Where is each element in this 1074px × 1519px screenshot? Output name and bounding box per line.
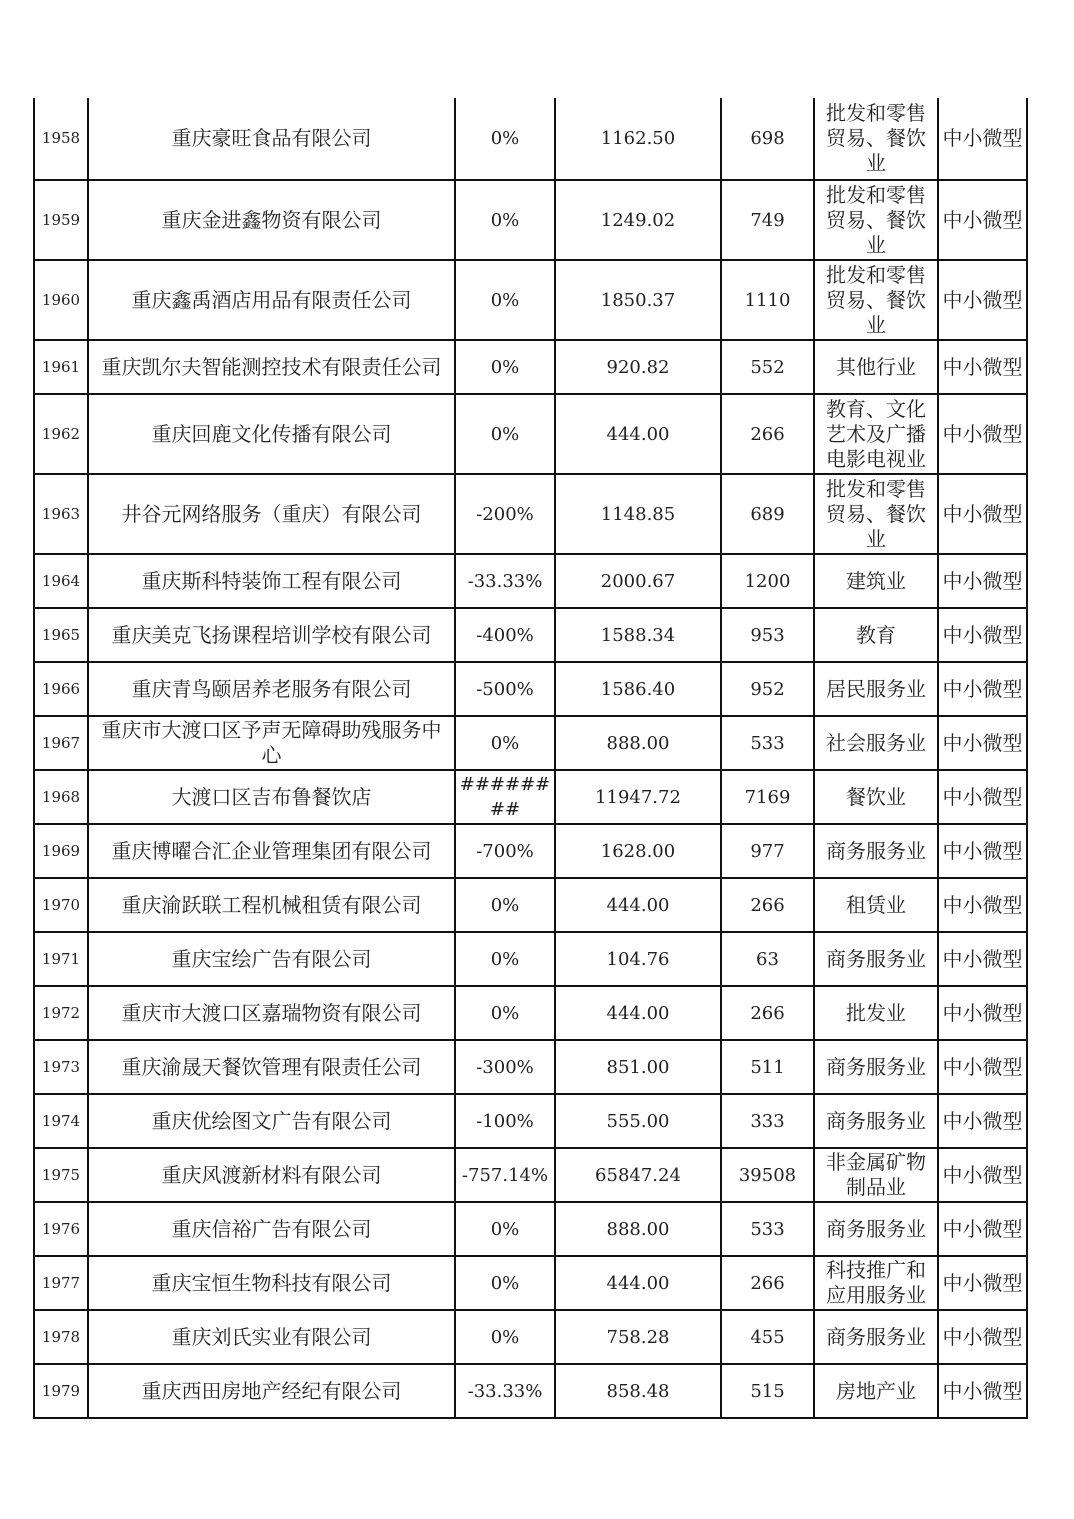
enterprise-size-cell: 中小微型	[938, 1310, 1027, 1364]
enterprise-size-cell: 中小微型	[938, 1040, 1027, 1094]
row-number-cell: 1960	[34, 260, 88, 340]
count-value-cell: 511	[721, 1040, 814, 1094]
change-rate-cell: 0%	[455, 878, 555, 932]
change-rate-cell: 0%	[455, 180, 555, 260]
table-row	[34, 716, 1027, 770]
change-rate-cell: -500%	[455, 662, 555, 716]
industry-type-cell: 教育、文化艺术及广播电影电视业	[814, 394, 938, 474]
change-rate-cell: 0%	[455, 340, 555, 394]
industry-type-cell: 商务服务业	[814, 824, 938, 878]
row-number-cell: 1966	[34, 662, 88, 716]
count-value-cell: 333	[721, 1094, 814, 1148]
industry-type-cell: 教育	[814, 608, 938, 662]
data-table	[33, 98, 1028, 1419]
change-rate-cell: 0%	[455, 98, 555, 180]
row-number-cell: 1965	[34, 608, 88, 662]
table-row	[34, 1202, 1027, 1256]
table-body	[34, 98, 1027, 1418]
row-number-cell: 1971	[34, 932, 88, 986]
table-row	[34, 1040, 1027, 1094]
amount-value-cell: 1162.50	[555, 98, 721, 180]
enterprise-size-cell: 中小微型	[938, 1256, 1027, 1310]
company-name-cell: 重庆西田房地产经纪有限公司	[88, 1364, 455, 1418]
table-row	[34, 180, 1027, 260]
change-rate-cell: -200%	[455, 474, 555, 554]
count-value-cell: 533	[721, 716, 814, 770]
amount-value-cell: 1850.37	[555, 260, 721, 340]
amount-value-cell: 444.00	[555, 1256, 721, 1310]
company-name-cell: 重庆豪旺食品有限公司	[88, 98, 455, 180]
table-row	[34, 662, 1027, 716]
count-value-cell: 266	[721, 986, 814, 1040]
enterprise-size-cell: 中小微型	[938, 394, 1027, 474]
enterprise-size-cell: 中小微型	[938, 1202, 1027, 1256]
row-number-cell: 1978	[34, 1310, 88, 1364]
row-number-cell: 1977	[34, 1256, 88, 1310]
table-row	[34, 260, 1027, 340]
row-number-cell: 1963	[34, 474, 88, 554]
count-value-cell: 977	[721, 824, 814, 878]
count-value-cell: 698	[721, 98, 814, 180]
company-name-cell: 重庆鑫禹酒店用品有限责任公司	[88, 260, 455, 340]
row-number-cell: 1967	[34, 716, 88, 770]
company-name-cell: 重庆市大渡口区嘉瑞物资有限公司	[88, 986, 455, 1040]
table-row	[34, 340, 1027, 394]
table-row	[34, 1148, 1027, 1202]
row-number-cell: 1958	[34, 98, 88, 180]
enterprise-size-cell: 中小微型	[938, 1094, 1027, 1148]
enterprise-size-cell: 中小微型	[938, 986, 1027, 1040]
change-rate-cell: 0%	[455, 260, 555, 340]
enterprise-size-cell: 中小微型	[938, 770, 1027, 824]
count-value-cell: 533	[721, 1202, 814, 1256]
enterprise-size-cell: 中小微型	[938, 554, 1027, 608]
table-row	[34, 824, 1027, 878]
company-name-cell: 重庆风渡新材料有限公司	[88, 1148, 455, 1202]
table-row	[34, 554, 1027, 608]
table-row	[34, 98, 1027, 180]
count-value-cell: 266	[721, 1256, 814, 1310]
count-value-cell: 749	[721, 180, 814, 260]
industry-type-cell: 租赁业	[814, 878, 938, 932]
amount-value-cell: 888.00	[555, 1202, 721, 1256]
count-value-cell: 1110	[721, 260, 814, 340]
enterprise-size-cell: 中小微型	[938, 1364, 1027, 1418]
enterprise-size-cell: 中小微型	[938, 260, 1027, 340]
industry-type-cell: 批发和零售贸易、餐饮业	[814, 98, 938, 180]
count-value-cell: 39508	[721, 1148, 814, 1202]
company-name-cell: 重庆市大渡口区予声无障碍助残服务中心	[88, 716, 455, 770]
amount-value-cell: 858.48	[555, 1364, 721, 1418]
industry-type-cell: 商务服务业	[814, 932, 938, 986]
table-row	[34, 932, 1027, 986]
industry-type-cell: 商务服务业	[814, 1040, 938, 1094]
amount-value-cell: 444.00	[555, 394, 721, 474]
count-value-cell: 689	[721, 474, 814, 554]
amount-value-cell: 1588.34	[555, 608, 721, 662]
amount-value-cell: 888.00	[555, 716, 721, 770]
amount-value-cell: 851.00	[555, 1040, 721, 1094]
enterprise-size-cell: 中小微型	[938, 608, 1027, 662]
enterprise-size-cell: 中小微型	[938, 1148, 1027, 1202]
table-row	[34, 608, 1027, 662]
table-row	[34, 1364, 1027, 1418]
count-value-cell: 266	[721, 394, 814, 474]
company-name-cell: 重庆斯科特装饰工程有限公司	[88, 554, 455, 608]
row-number-cell: 1975	[34, 1148, 88, 1202]
industry-type-cell: 批发业	[814, 986, 938, 1040]
count-value-cell: 953	[721, 608, 814, 662]
industry-type-cell: 科技推广和应用服务业	[814, 1256, 938, 1310]
industry-type-cell: 商务服务业	[814, 1094, 938, 1148]
amount-value-cell: 444.00	[555, 986, 721, 1040]
table-row	[34, 986, 1027, 1040]
enterprise-size-cell: 中小微型	[938, 878, 1027, 932]
industry-type-cell: 非金属矿物制品业	[814, 1148, 938, 1202]
change-rate-cell: 0%	[455, 986, 555, 1040]
count-value-cell: 63	[721, 932, 814, 986]
table-row	[34, 474, 1027, 554]
change-rate-cell: -100%	[455, 1094, 555, 1148]
industry-type-cell: 批发和零售贸易、餐饮业	[814, 260, 938, 340]
company-name-cell: 重庆宝绘广告有限公司	[88, 932, 455, 986]
change-rate-cell: 0%	[455, 394, 555, 474]
industry-type-cell: 建筑业	[814, 554, 938, 608]
industry-type-cell: 商务服务业	[814, 1202, 938, 1256]
count-value-cell: 266	[721, 878, 814, 932]
change-rate-cell: -300%	[455, 1040, 555, 1094]
change-rate-cell: -33.33%	[455, 554, 555, 608]
industry-type-cell: 商务服务业	[814, 1310, 938, 1364]
company-name-cell: 重庆美克飞扬课程培训学校有限公司	[88, 608, 455, 662]
change-rate-cell: ########	[455, 770, 555, 824]
row-number-cell: 1964	[34, 554, 88, 608]
enterprise-size-cell: 中小微型	[938, 474, 1027, 554]
table-row	[34, 1094, 1027, 1148]
enterprise-size-cell: 中小微型	[938, 180, 1027, 260]
change-rate-cell: -700%	[455, 824, 555, 878]
industry-type-cell: 批发和零售贸易、餐饮业	[814, 474, 938, 554]
industry-type-cell: 餐饮业	[814, 770, 938, 824]
row-number-cell: 1962	[34, 394, 88, 474]
amount-value-cell: 1148.85	[555, 474, 721, 554]
row-number-cell: 1972	[34, 986, 88, 1040]
table-row	[34, 394, 1027, 474]
industry-type-cell: 房地产业	[814, 1364, 938, 1418]
amount-value-cell: 920.82	[555, 340, 721, 394]
table-row	[34, 878, 1027, 932]
amount-value-cell: 104.76	[555, 932, 721, 986]
row-number-cell: 1976	[34, 1202, 88, 1256]
row-number-cell: 1970	[34, 878, 88, 932]
row-number-cell: 1968	[34, 770, 88, 824]
company-name-cell: 重庆信裕广告有限公司	[88, 1202, 455, 1256]
change-rate-cell: 0%	[455, 932, 555, 986]
change-rate-cell: 0%	[455, 1310, 555, 1364]
change-rate-cell: -33.33%	[455, 1364, 555, 1418]
row-number-cell: 1969	[34, 824, 88, 878]
amount-value-cell: 1586.40	[555, 662, 721, 716]
company-name-cell: 大渡口区吉布鲁餐饮店	[88, 770, 455, 824]
company-name-cell: 重庆刘氏实业有限公司	[88, 1310, 455, 1364]
amount-value-cell: 65847.24	[555, 1148, 721, 1202]
enterprise-size-cell: 中小微型	[938, 662, 1027, 716]
amount-value-cell: 555.00	[555, 1094, 721, 1148]
amount-value-cell: 758.28	[555, 1310, 721, 1364]
industry-type-cell: 居民服务业	[814, 662, 938, 716]
enterprise-size-cell: 中小微型	[938, 824, 1027, 878]
amount-value-cell: 444.00	[555, 878, 721, 932]
amount-value-cell: 2000.67	[555, 554, 721, 608]
company-name-cell: 重庆渝跃联工程机械租赁有限公司	[88, 878, 455, 932]
row-number-cell: 1973	[34, 1040, 88, 1094]
table-row	[34, 1310, 1027, 1364]
company-name-cell: 重庆博曜合汇企业管理集团有限公司	[88, 824, 455, 878]
company-name-cell: 重庆凯尔夫智能测控技术有限责任公司	[88, 340, 455, 394]
count-value-cell: 515	[721, 1364, 814, 1418]
enterprise-size-cell: 中小微型	[938, 716, 1027, 770]
amount-value-cell: 11947.72	[555, 770, 721, 824]
change-rate-cell: -757.14%	[455, 1148, 555, 1202]
row-number-cell: 1961	[34, 340, 88, 394]
count-value-cell: 552	[721, 340, 814, 394]
enterprise-size-cell: 中小微型	[938, 340, 1027, 394]
company-name-cell: 重庆宝恒生物科技有限公司	[88, 1256, 455, 1310]
change-rate-cell: 0%	[455, 1256, 555, 1310]
change-rate-cell: 0%	[455, 1202, 555, 1256]
count-value-cell: 7169	[721, 770, 814, 824]
row-number-cell: 1974	[34, 1094, 88, 1148]
company-name-cell: 重庆优绘图文广告有限公司	[88, 1094, 455, 1148]
count-value-cell: 1200	[721, 554, 814, 608]
table-row	[34, 1256, 1027, 1310]
company-name-cell: 重庆金进鑫物资有限公司	[88, 180, 455, 260]
industry-type-cell: 批发和零售贸易、餐饮业	[814, 180, 938, 260]
table-row	[34, 770, 1027, 824]
company-name-cell: 井谷元网络服务（重庆）有限公司	[88, 474, 455, 554]
company-name-cell: 重庆青鸟颐居养老服务有限公司	[88, 662, 455, 716]
amount-value-cell: 1249.02	[555, 180, 721, 260]
row-number-cell: 1979	[34, 1364, 88, 1418]
enterprise-size-cell: 中小微型	[938, 98, 1027, 180]
enterprise-size-cell: 中小微型	[938, 932, 1027, 986]
company-name-cell: 重庆回鹿文化传播有限公司	[88, 394, 455, 474]
change-rate-cell: -400%	[455, 608, 555, 662]
row-number-cell: 1959	[34, 180, 88, 260]
count-value-cell: 952	[721, 662, 814, 716]
industry-type-cell: 社会服务业	[814, 716, 938, 770]
industry-type-cell: 其他行业	[814, 340, 938, 394]
count-value-cell: 455	[721, 1310, 814, 1364]
amount-value-cell: 1628.00	[555, 824, 721, 878]
company-name-cell: 重庆渝晟天餐饮管理有限责任公司	[88, 1040, 455, 1094]
change-rate-cell: 0%	[455, 716, 555, 770]
